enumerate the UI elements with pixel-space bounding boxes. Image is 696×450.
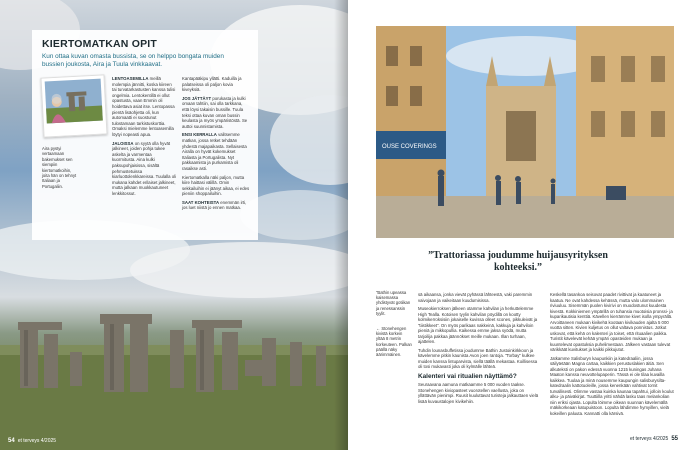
tip-paragraph: Kantapääkipu yllätti. Kaduilla ja palatseissa oli paljon kovia kiveyksiä.	[182, 76, 242, 93]
pull-quote: ”Trattoriassa joudumme huijausyrityksen kohteeksi.”	[428, 250, 608, 273]
box-column-1	[112, 76, 176, 199]
photo-caption: Aira pystyi vertaamaan bakemukset sen siempiin kiertomatkoihin, joita hän on tehnyt Italiaan ja Portugaliin.	[42, 146, 77, 189]
travellers-photo	[40, 74, 107, 137]
left-folio: 54 et terveys 4/2025	[8, 438, 57, 444]
bath-street-image	[376, 26, 674, 238]
tips-box	[32, 30, 258, 240]
box-column-2	[182, 76, 250, 214]
caption-bath: ”Bathin upeassa kaisemassa yhdistyvät gotiikan ja renessanssin tyylit.	[376, 290, 411, 316]
article-subheading: Kalenteri vai ritualien näyttämö?	[418, 372, 517, 380]
stonehenge-image	[0, 290, 348, 450]
gutter-shadow	[334, 0, 348, 450]
right-page	[348, 0, 696, 450]
tip-paragraph: Kiertomatkalla näki paljon, mutta kiire haittasi välillä. Omin sekkailuihin ei jäänyt aikaa, ei edes pieniin shoppailuihin.	[182, 174, 250, 197]
article-paragraph: Seuraavana aamuna matkaamme 5 000 vuoden taakse. Stonehengen kiviopasteet vuorotellen vaellusta, joka on yllättävän pienimpi. Ruusit kuuluttavat turisteja jalkauttaen vielä lisää kuvaustalojen kivikehiin.	[418, 382, 539, 404]
article-paragraph: Jatkamme Salisburyn kaupunkiin ja katedraaliin, jossa säilytetään Magna cartaa, kaikkien perustuslakien äitiä. Sen alkuteksti on pakon edessä vuonna 1215 kuningas Juhana Maaton kanssa neuvottelupaperin. Tässä ei ole tilaa kuvailla kaikkea. Tuulaa ja minä nousemme kaupungin salisburysilta-katedraalin kattotuoleille, jossa kenenkään vahtivat tornit turvallisesti. Olimme vastaa kuinka kaunaa tapahtui, jolloin koulut alku- ja päiväkirjat. Tuuttiilla yritti nähdä lasku taas melankolian niin eriksi ojasta. Lopulta löimme oikean suunnan kävelemällä mäkikorkeaan katupuistoon. Lopulta lähdimme hymyillen, vielä kokeillen paluuta. Kannatti olla kärsivä.	[550, 355, 674, 416]
article-paragraph: Museokierroksen jälkeen otamme kahvilan ja herkuttelemme High Tealla. Kotoisen tyylin kahvilan pöydillä on kootty kolmikerroksisiin jokaiselle kuvissa olleet scones, pikkuleivät ja ”tiistikkeet”. On myös parikaas nakkeinä, kakkuja ja kahviloin pieniä ja mikkopullia. Kaikessa emme jaksa syödä, mutta tarjoilija pakkaa jäännökset meille mukaan. Illan turhaan, ajattelen.	[418, 306, 538, 344]
article-paragraph: Tuhdin lounasbuffetissa joudumme Bathin Justoinkirkkoon ja kävelemme pitkin kaunista Avon joen rantoja. ”Torbay” kulkee muiden kanssa lintuparvista, siellä täällä mekastaa. Koillisessa oli tosi mukavasti joka oli kylmälle lähteä.	[418, 347, 538, 369]
article-column-1	[418, 292, 542, 407]
article-column-2	[550, 292, 674, 419]
tip-paragraph: LENTOASEMILLA meillä molempia jännitti, koska kiireen tai turvatarkastusten kanssa tulisi ongelmia. Lentokentillä ei ollut opastusta, vaan Emmin oli hoidettava asiat itse. Lentopassa pientä lisäohjetta oli, kun automaatti ei suostunut tulostamaan tarkistuskorttia. Omaksi mielemme lentoasemilla löytyi nopeasti apua.	[112, 76, 176, 137]
tip-paragraph: JALOISSA on syytä olla hyvät jalkineet, joiden pohja tukee askelta ja varmentaa kuormitusta. Aina kulki paksupohjaisissa, sisältä pehmustetuissa kiarluottolenkkareissa. Tuulalla oli mukana kahdet erilaiset jalkineet, mutta jalkaan muokkautuneet lenkkitossut.	[112, 140, 177, 196]
tip-paragraph: SAAT KOHTEISTA enemmän irti, jos luet niistä jo ennen matkaa.	[182, 199, 247, 211]
tip-paragraph: ENSI KERRALLA valitsemme matkan, jossa retket tehdään yhdestä majapaikasta. Sellaisesta Airalla on hyvät kokemukset Italiasta ja Portugalista. Nyt pakkaamista ja purkamista oli rasaikse asti.	[182, 132, 247, 171]
side-captions	[376, 290, 412, 367]
box-title: KIERTOMATKAN OPIT	[42, 38, 158, 50]
right-folio: et terveys 4/2025 55	[629, 436, 678, 442]
caption-stonehenge: ← Stonehengen kivistä korkein yltää 8 metrin korkeuteen. Palkan päällä näky äärimmäinen.	[376, 326, 412, 358]
shop-sign: OUSE COVERINGS	[382, 144, 437, 150]
article-paragraph: sä aikaansa, jonka vievät pyhässä lähteestä, vaki paremmin vaivojaan ja vaikeitaan kuudumisissa.	[418, 292, 533, 303]
tip-paragraph: JOS JÄTTÄYT porukasta ja kulki omaan tahtiin, sai olla tarkkana, että löysi takaisin bussille. Tuula teksi ottaa kuvan oman bussin keulasta ja myös ympäristöstä. Se auttoi suunnistamista.	[182, 95, 248, 129]
article-paragraph: Keskellä tasankoa seisovat paadet rivittivat ja kaatuneet ja kaatua. Ne ovat kahdessa kehässä, mutta valo ulommainen riviuuluu. Sisemmän puolen kivirivi on muodostunut kuudesta kivestä. Kokkiniemen ympärillä on tuhansia muotoisia pronssi- ja kuparikautisia kenttiä. Kävellen kierrämme kivet isolla ympyrällä. Arvoittaneen mukaan kivikehä kootaan kivikauden ajalta 5 000 vuotta sitten. Kivien kuljetus on ollut valtava ponnistus. Jotkut uskovat, että kehä on kalenteri ja toiset, että rituaalien paikka. Turistit kävelevät kehää ympäri opasteiden mukaan ja kuuntelevat opastuksia puhelimestaan. Jälkeen vastaan tulevat värikkäät kuvitukset ja kaikki pikkujutut.	[550, 292, 673, 352]
box-lead: Kun ottaa kuvan omasta bussista, se on helppo bongata muiden bussien joukosta, Aira ja Tuula vinkkaavat.	[42, 53, 224, 68]
